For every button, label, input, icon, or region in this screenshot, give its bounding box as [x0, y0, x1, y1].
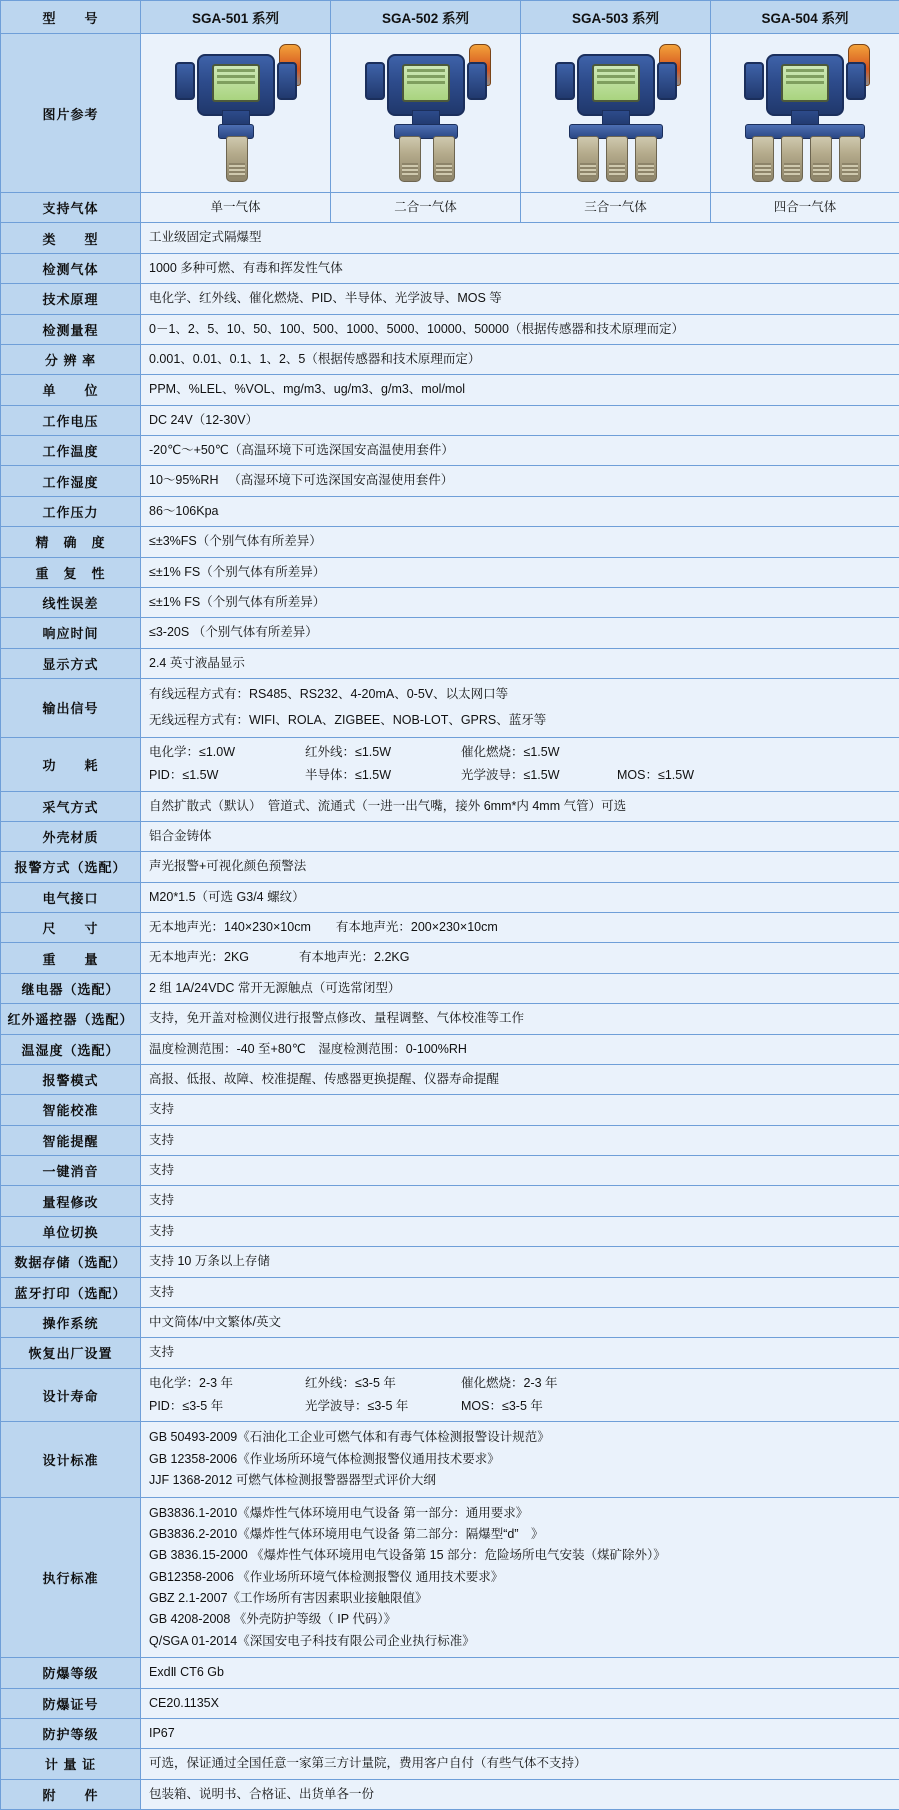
row-value: 0.001、0.01、0.1、1、2、5（根据传感器和技术原理而定）: [141, 344, 899, 374]
execution-standard-item: GB 4208-2008 《外壳防护等级（ IP 代码）》: [149, 1609, 891, 1630]
table-row: [1, 1688, 899, 1718]
table-row: [1, 1658, 899, 1688]
table-row: [1, 557, 899, 587]
execution-standard-item: GBZ 2.1-2007《工作场所有害因素职业接触限值》: [149, 1588, 891, 1609]
execution-standard-item: GB3836.2-2010《爆炸性气体环境用电气设备 第二部分：隔爆型“d” 》: [149, 1524, 891, 1545]
row-label-design-standard: 设计标准: [1, 1422, 141, 1497]
display-screen-icon: [212, 64, 260, 102]
lifetime-item: 催化燃烧：2-3 年: [461, 1374, 617, 1393]
row-value: M20*1.5（可选 G3/4 螺纹）: [141, 882, 899, 912]
row-label: 外壳材质: [1, 821, 141, 851]
row-label: 恢复出厂设置: [1, 1338, 141, 1368]
table-row: [1, 253, 899, 283]
row-value: 1000 多种可燃、有毒和挥发性气体: [141, 253, 899, 283]
gas-support-value-4: 四合一气体: [711, 193, 899, 223]
row-label: 尺 寸: [1, 913, 141, 943]
row-value: 高报、低报、故障、校准提醒、传感器更换提醒、仪器寿命提醒: [141, 1064, 899, 1094]
sensor-probe-icon: [810, 136, 832, 182]
model-header-4: SGA-504 系列: [711, 1, 899, 34]
sensor-probe-icon: [635, 136, 657, 182]
design-lifetime-values: [141, 1368, 899, 1422]
row-value: 可选，保证通过全国任意一家第三方计量院，费用客户自付（有些气体不支持）: [141, 1749, 899, 1779]
row-value: ≤±3%FS（个别气体有所差异）: [141, 527, 899, 557]
table-row: [1, 618, 899, 648]
row-label: 防护等级: [1, 1718, 141, 1748]
lifetime-item: 电化学：2-3 年: [149, 1374, 305, 1393]
row-value: 支持: [141, 1125, 899, 1155]
row-value: DC 24V（12-30V）: [141, 405, 899, 435]
row-value: 支持: [141, 1156, 899, 1186]
row-value: 电化学、红外线、催化燃烧、PID、半导体、光学波导、MOS 等: [141, 284, 899, 314]
row-label: 精 确 度: [1, 527, 141, 557]
power-item: 半导体：≤1.5W: [305, 766, 461, 785]
row-label-model: 型 号: [1, 1, 141, 34]
row-label: 计 量 证: [1, 1749, 141, 1779]
table-row: [1, 375, 899, 405]
row-value: 温度检测范围：-40 至+80℃ 湿度检测范围：0-100%RH: [141, 1034, 899, 1064]
power-values: [141, 737, 899, 791]
table-row-images: [1, 34, 899, 193]
row-label-output-signal: 输出信号: [1, 679, 141, 738]
table-row: [1, 314, 899, 344]
row-label: 单 位: [1, 375, 141, 405]
table-row: [1, 1749, 899, 1779]
power-item: 催化燃烧：≤1.5W: [461, 743, 617, 762]
table-row: [1, 791, 899, 821]
row-value: CE20.1135X: [141, 1688, 899, 1718]
row-value: 包装箱、说明书、合格证、出货单各一份: [141, 1779, 899, 1809]
row-label: 显示方式: [1, 648, 141, 678]
table-row: [1, 1064, 899, 1094]
row-label: 重 复 性: [1, 557, 141, 587]
table-row: [1, 1186, 899, 1216]
row-label: 技术原理: [1, 284, 141, 314]
power-item: PID：≤1.5W: [149, 766, 305, 785]
design-standard-item: GB 12358-2006《作业场所环境气体检测报警仪通用技术要求》: [149, 1449, 891, 1470]
row-label: 量程修改: [1, 1186, 141, 1216]
row-label-power: 功 耗: [1, 737, 141, 791]
model-header-2: SGA-502 系列: [331, 1, 521, 34]
table-row: [1, 852, 899, 882]
row-value: 支持: [141, 1277, 899, 1307]
row-value: 2 组 1A/24VDC 常开无源触点（可选常闭型）: [141, 973, 899, 1003]
table-row: [1, 284, 899, 314]
row-label: 工作湿度: [1, 466, 141, 496]
gas-support-value-1: 单一气体: [141, 193, 331, 223]
table-row: [1, 496, 899, 526]
row-label: 蓝牙打印（选配）: [1, 1277, 141, 1307]
lifetime-item: 光学波导：≤3-5 年: [305, 1397, 461, 1416]
row-label: 防爆证号: [1, 1688, 141, 1718]
table-row: [1, 1718, 899, 1748]
row-label-gas-support: 支持气体: [1, 193, 141, 223]
table-row: [1, 1125, 899, 1155]
sensor-probe-icon: [399, 136, 421, 182]
row-label: 响应时间: [1, 618, 141, 648]
power-item: 红外线：≤1.5W: [305, 743, 461, 762]
row-label: 智能校准: [1, 1095, 141, 1125]
table-row-power: [1, 737, 899, 791]
table-row: [1, 1216, 899, 1246]
row-value: ExdⅡ CT6 Gb: [141, 1658, 899, 1688]
lifetime-item: MOS：≤3-5 年: [461, 1397, 617, 1416]
table-row: [1, 973, 899, 1003]
row-value: -20℃～+50℃（高温环境下可选深国安高温使用套件）: [141, 436, 899, 466]
sensor-probe-icon: [577, 136, 599, 182]
table-row: [1, 882, 899, 912]
table-row-output-signal: [1, 679, 899, 738]
row-value: 声光报警+可视化颜色预警法: [141, 852, 899, 882]
row-label: 工作电压: [1, 405, 141, 435]
row-label: 数据存储（选配）: [1, 1247, 141, 1277]
row-label: 检测气体: [1, 253, 141, 283]
row-label: 温湿度（选配）: [1, 1034, 141, 1064]
table-row: [1, 1338, 899, 1368]
row-label: 检测量程: [1, 314, 141, 344]
row-label: 附 件: [1, 1779, 141, 1809]
table-row: [1, 587, 899, 617]
table-row-design-lifetime: [1, 1368, 899, 1422]
display-screen-icon: [781, 64, 829, 102]
lifetime-item: 红外线：≤3-5 年: [305, 1374, 461, 1393]
row-label-execution-standard: 执行标准: [1, 1497, 141, 1658]
row-label-image-reference: 图片参考: [1, 34, 141, 193]
row-value: IP67: [141, 1718, 899, 1748]
housing-ear-left-icon: [555, 62, 575, 100]
table-row: [1, 1247, 899, 1277]
model-header-3: SGA-503 系列: [521, 1, 711, 34]
table-row: [1, 821, 899, 851]
execution-standard-item: GB12358-2006 《作业场所环境气体检测报警仪 通用技术要求》: [149, 1567, 891, 1588]
output-signal-values: [141, 679, 899, 738]
housing-ear-right-icon: [657, 62, 677, 100]
row-value: 支持: [141, 1338, 899, 1368]
table-row: [1, 1779, 899, 1809]
table-row: [1, 1034, 899, 1064]
row-value: 自然扩散式（默认） 管道式、流通式（一进一出气嘴，接外 6mm*内 4mm 气管）可选: [141, 791, 899, 821]
row-value: 86～106Kpa: [141, 496, 899, 526]
device-image-sga-503: [521, 34, 711, 193]
table-row: [1, 527, 899, 557]
housing-ear-right-icon: [277, 62, 297, 100]
table-row: [1, 1095, 899, 1125]
display-screen-icon: [402, 64, 450, 102]
table-row-model-header: [1, 1, 899, 34]
table-row-execution-standard: [1, 1497, 899, 1658]
row-value: 支持: [141, 1095, 899, 1125]
table-row: [1, 344, 899, 374]
table-row: [1, 223, 899, 253]
row-label: 工作压力: [1, 496, 141, 526]
table-row: [1, 1307, 899, 1337]
housing-ear-right-icon: [846, 62, 866, 100]
output-signal-wired: 有线远程方式有：RS485、RS232、4-20mA、0-5V、以太网口等: [149, 684, 891, 705]
sensor-probe-icon: [226, 136, 248, 182]
table-row: [1, 913, 899, 943]
row-label: 单位切换: [1, 1216, 141, 1246]
row-value: 无本地声光：2KG 有本地声光：2.2KG: [141, 943, 899, 973]
device-image-sga-502: [331, 34, 521, 193]
display-screen-icon: [592, 64, 640, 102]
row-label: 工作温度: [1, 436, 141, 466]
power-item: MOS：≤1.5W: [617, 766, 773, 785]
sensor-probe-icon: [752, 136, 774, 182]
power-item: 光学波导：≤1.5W: [461, 766, 617, 785]
row-label: 采气方式: [1, 791, 141, 821]
execution-standard-values: [141, 1497, 899, 1658]
table-row: [1, 1277, 899, 1307]
row-label: 报警方式（选配）: [1, 852, 141, 882]
sensor-probe-icon: [606, 136, 628, 182]
row-label: 分 辨 率: [1, 344, 141, 374]
device-image-sga-504: [711, 34, 899, 193]
row-label: 电气接口: [1, 882, 141, 912]
row-value: 10～95%RH （高湿环境下可选深国安高湿使用套件）: [141, 466, 899, 496]
table-row: [1, 436, 899, 466]
row-value: 无本地声光：140×230×10cm 有本地声光：200×230×10cm: [141, 913, 899, 943]
lifetime-item: PID：≤3-5 年: [149, 1397, 305, 1416]
housing-ear-left-icon: [365, 62, 385, 100]
power-item: 电化学：≤1.0W: [149, 743, 305, 762]
table-row-design-standard: [1, 1422, 899, 1497]
row-value: 支持，免开盖对检测仪进行报警点修改、量程调整、气体校准等工作: [141, 1004, 899, 1034]
row-value: 2.4 英寸液晶显示: [141, 648, 899, 678]
execution-standard-item: GB3836.1-2010《爆炸性气体环境用电气设备 第一部分：通用要求》: [149, 1503, 891, 1524]
row-value: 支持 10 万条以上存储: [141, 1247, 899, 1277]
row-value: 支持: [141, 1186, 899, 1216]
table-row: [1, 648, 899, 678]
gas-support-value-2: 二合一气体: [331, 193, 521, 223]
row-label: 继电器（选配）: [1, 973, 141, 1003]
table-row-gas-support: [1, 193, 899, 223]
row-label: 报警模式: [1, 1064, 141, 1094]
row-value: 支持: [141, 1216, 899, 1246]
table-row: [1, 1156, 899, 1186]
table-row: [1, 466, 899, 496]
row-label: 重 量: [1, 943, 141, 973]
row-label: 线性误差: [1, 587, 141, 617]
sensor-probe-icon: [839, 136, 861, 182]
table-row: [1, 405, 899, 435]
row-label: 类 型: [1, 223, 141, 253]
row-value: ≤±1% FS（个别气体有所差异）: [141, 557, 899, 587]
design-standard-values: [141, 1422, 899, 1497]
row-value: PPM、%LEL、%VOL、mg/m3、ug/m3、g/m3、mol/mol: [141, 375, 899, 405]
row-label: 红外遥控器（选配）: [1, 1004, 141, 1034]
sensor-probe-icon: [781, 136, 803, 182]
table-row: [1, 943, 899, 973]
execution-standard-item: Q/SGA 01-2014《深国安电子科技有限公司企业执行标准》: [149, 1631, 891, 1652]
row-value: 工业级固定式隔爆型: [141, 223, 899, 253]
design-standard-item: JJF 1368-2012 可燃气体检测报警器器型式评价大纲: [149, 1470, 891, 1491]
row-value: 0－1、2、5、10、50、100、500、1000、5000、10000、50000（根据传感器和技术原理而定）: [141, 314, 899, 344]
table-row: [1, 1004, 899, 1034]
row-label-design-lifetime: 设计寿命: [1, 1368, 141, 1422]
output-signal-wireless: 无线远程方式有：WIFI、ROLA、ZIGBEE、NOB-LOT、GPRS、蓝牙等: [149, 705, 891, 731]
row-label: 智能提醒: [1, 1125, 141, 1155]
execution-standard-item: GB 3836.15-2000 《爆炸性气体环境用电气设备第 15 部分：危险场所电气安装（煤矿除外）》: [149, 1545, 891, 1566]
gas-support-value-3: 三合一气体: [521, 193, 711, 223]
row-label: 一键消音: [1, 1156, 141, 1186]
housing-ear-right-icon: [467, 62, 487, 100]
row-label: 防爆等级: [1, 1658, 141, 1688]
row-value: 铝合金铸体: [141, 821, 899, 851]
row-label: 操作系统: [1, 1307, 141, 1337]
housing-ear-left-icon: [744, 62, 764, 100]
housing-ear-left-icon: [175, 62, 195, 100]
row-value: ≤3-20S （个别气体有所差异）: [141, 618, 899, 648]
sensor-probe-icon: [433, 136, 455, 182]
device-image-sga-501: [141, 34, 331, 193]
design-standard-item: GB 50493-2009《石油化工企业可燃气体和有毒气体检测报警设计规范》: [149, 1427, 891, 1448]
row-value: 中文简体/中文繁体/英文: [141, 1307, 899, 1337]
row-value: ≤±1% FS（个别气体有所差异）: [141, 587, 899, 617]
model-header-1: SGA-501 系列: [141, 1, 331, 34]
